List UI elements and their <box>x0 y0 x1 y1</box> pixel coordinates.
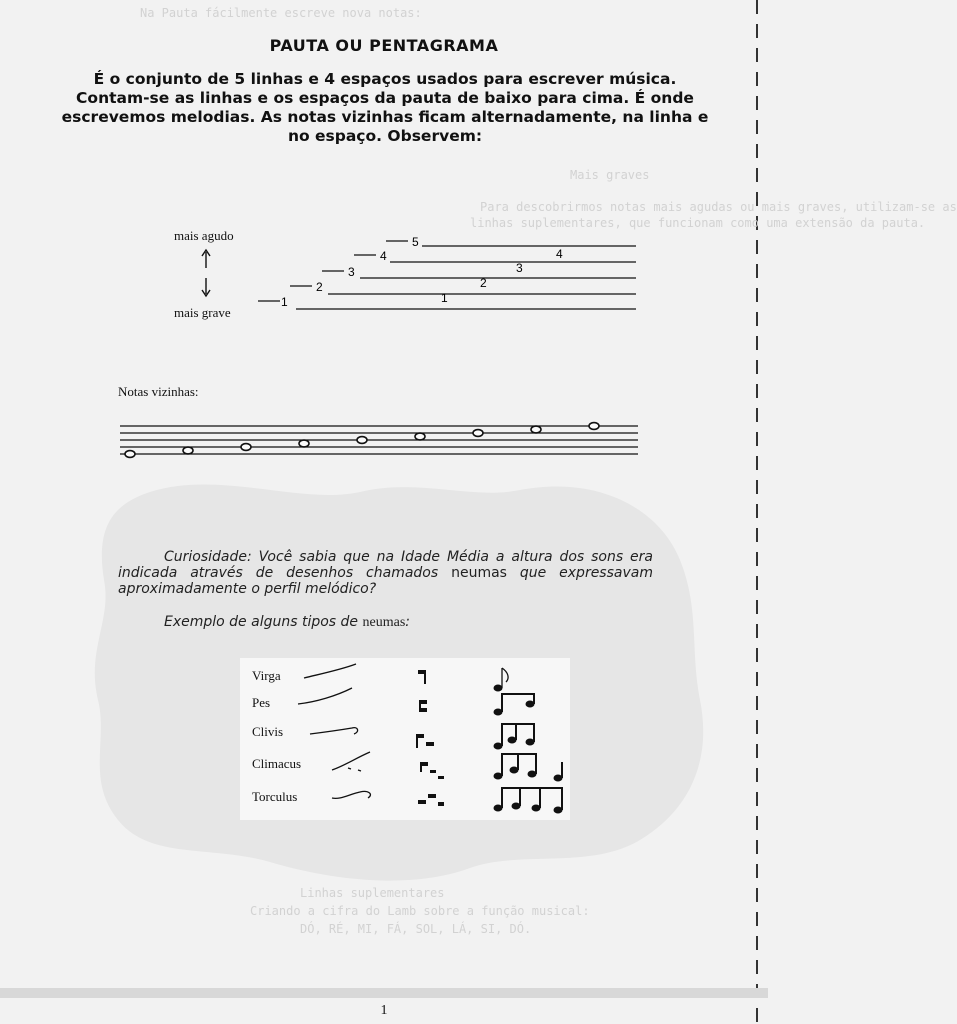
modern-notation-icons <box>494 668 562 813</box>
intro-line: escrevemos melodias. As notas vizinhas ficam alternadamente, na linha e <box>61 108 709 126</box>
neume-drawings <box>240 658 570 820</box>
example-text: Exemplo de alguns tipos de <box>164 614 363 630</box>
curiosity-text-part: que expressavam aproximadamente o perfil melódico? <box>118 565 653 597</box>
example-heading <box>164 614 410 631</box>
pes-stroke-icon <box>298 688 352 704</box>
intro-line: no espaço. Observem: <box>287 127 483 145</box>
neume-name-pes: Pes <box>252 695 271 710</box>
line-number: 1 <box>281 295 288 309</box>
example-colon: : <box>405 614 410 630</box>
neume-name-clivis: Clivis <box>252 724 284 739</box>
intro-line: Contam-se as linhas e os espaços da pauta de baixo para cima. É onde <box>76 89 694 107</box>
clivis-stroke-icon <box>310 728 358 734</box>
page-number: 1 <box>380 1003 388 1018</box>
neume-examples-table <box>240 658 570 820</box>
neume-name-virga: Virga <box>252 668 281 683</box>
virga-stroke-icon <box>304 664 356 678</box>
line-number: 2 <box>316 280 323 294</box>
square-notation-icons <box>416 670 444 806</box>
neume-name-climacus: Climacus <box>252 756 302 771</box>
space-number: 4 <box>556 247 563 261</box>
space-number: 1 <box>441 291 448 305</box>
space-number: 2 <box>480 276 487 290</box>
climacus-stroke-icon <box>332 752 370 771</box>
line-number: 5 <box>412 235 419 249</box>
example-term-neumas: neumas <box>362 615 406 630</box>
curiosity-text-part: Curiosidade: Você sabia que na Idade Média a altura dos sons era indicada através de desenhos chamados <box>118 549 653 581</box>
space-number: 3 <box>516 261 523 275</box>
line-number: 3 <box>348 265 355 279</box>
neighbor-notes-label: Notas vizinhas: <box>118 384 199 399</box>
intro-line: É o conjunto de 5 linhas e 4 espaços usados para escrever música. <box>93 70 677 88</box>
neume-name-torculus: Torculus <box>252 789 298 804</box>
curiosity-term-neumas: neumas <box>451 565 507 581</box>
line-number: 4 <box>380 249 387 263</box>
page-title: PAUTA OU PENTAGRAMA <box>269 36 499 55</box>
torculus-stroke-icon <box>332 791 370 798</box>
label-mais-grave: mais grave <box>174 305 231 320</box>
label-mais-agudo: mais agudo <box>174 228 234 243</box>
curiosity-text <box>118 549 653 597</box>
